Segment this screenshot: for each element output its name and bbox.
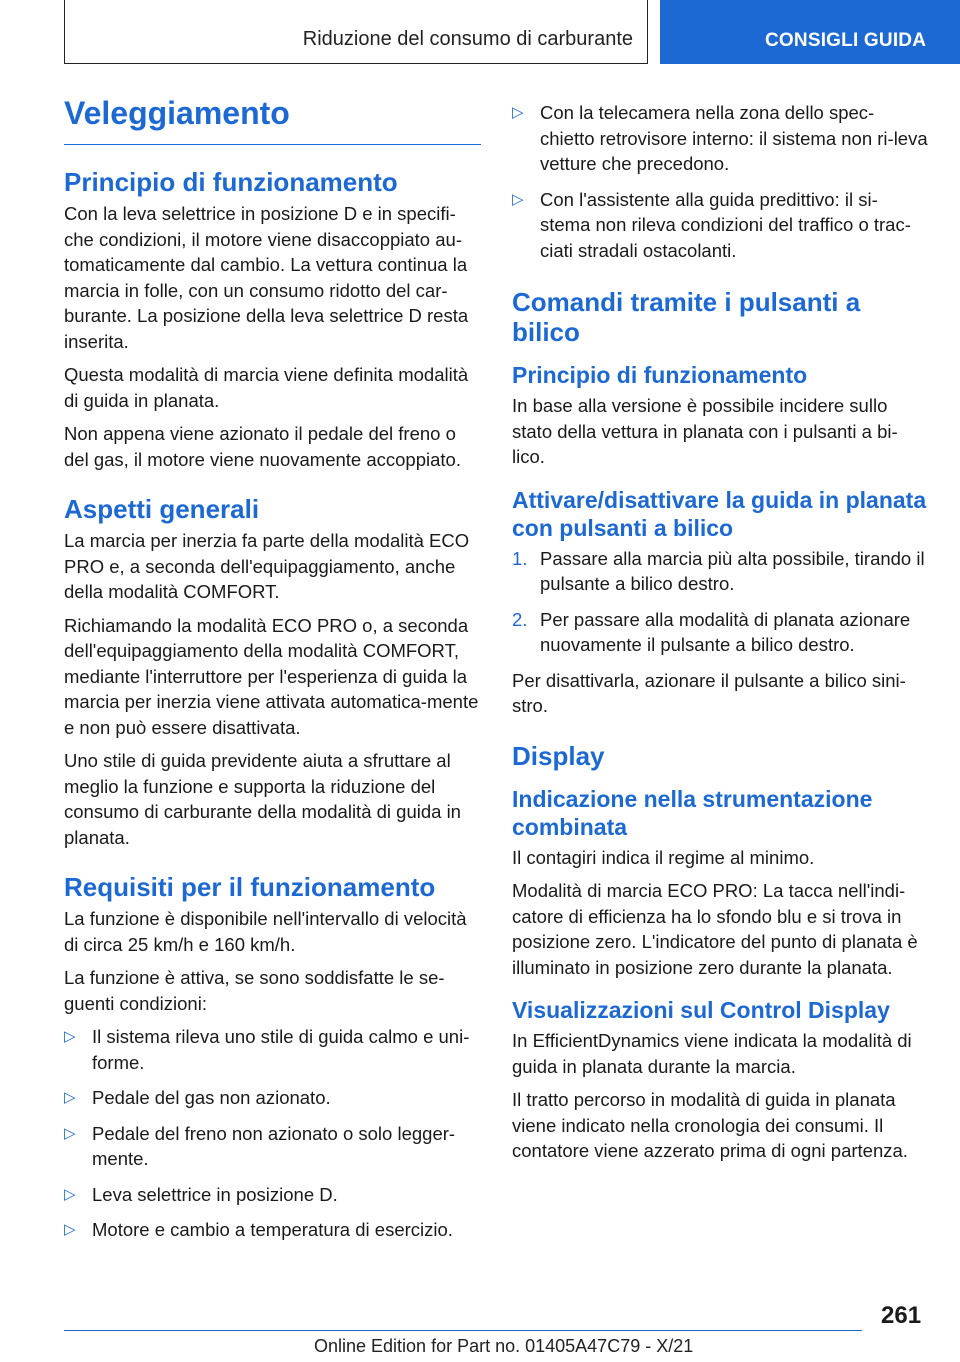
- list-item: 2. Per passare alla modalità di planata azionare nuovamente il pulsante a bilico destro.: [512, 607, 928, 658]
- header-section-box: [64, 0, 648, 64]
- bullet-triangle-icon: ▷: [512, 190, 524, 208]
- bullet-triangle-icon: ▷: [64, 1185, 76, 1203]
- paragraph: Per disattivarla, azionare il pulsante a bilico sini-stro.: [512, 669, 906, 716]
- heading-attivare: Attivare/disattivare la guida in planata con pulsanti a bilico: [512, 486, 927, 541]
- paragraph: Uno stile di guida previdente aiuta a sfruttare al meglio la funzione e supporta la riduzione del consumo di carburante della modalità di guida in planata.: [64, 750, 461, 848]
- list-item: ▷ Con la telecamera nella zona dello spec-chietto retrovisore interno: il sistema non ri-leva vetture che precedono.: [512, 100, 928, 177]
- paragraph: La funzione è attiva, se sono soddisfatte le se-guenti condizioni:: [64, 967, 445, 1014]
- bullet-triangle-icon: ▷: [64, 1124, 76, 1142]
- paragraph: Modalità di marcia ECO PRO: La tacca nell'indi-catore di efficienza ha lo sfondo blu e si trova in posizione zero. L'indicatore del punto di planata è illuminato in posizione zero durante la planata.: [512, 880, 918, 978]
- right-column: [512, 100, 928, 1172]
- list-item: ▷ Il sistema rileva uno stile di guida calmo e uni-forme.: [64, 1024, 481, 1075]
- left-column: [64, 95, 481, 1253]
- header-chapter-tab: [660, 0, 960, 64]
- page-number: 261: [881, 1302, 922, 1329]
- header-section-title: Riduzione del consumo di carburante: [302, 28, 633, 50]
- footer-edition: Online Edition for Part no. 01405A47C79 - X/21: [314, 1336, 694, 1356]
- paragraph: Questa modalità di marcia viene definita modalità di guida in planata.: [64, 364, 469, 411]
- list-item: ▷ Leva selettrice in posizione D.: [64, 1182, 481, 1208]
- paragraph: Con la leva selettrice in posizione D e in specifi-che condizioni, il motore viene disaccoppiato au-tomaticamente dal cambio. La vettura continua la marcia in folle, con un consumo ridotto del car-burante. La posizione della leva selettrice D resta inserita.: [64, 203, 469, 352]
- paragraph: In EfficientDynamics viene indicata la modalità di guida in planata durante la marcia.: [512, 1030, 912, 1077]
- step-number: 2.: [512, 608, 528, 630]
- paragraph: La marcia per inerzia fa parte della modalità ECO PRO e, a seconda dell'equipaggiamento, anche della modalità COMFORT.: [64, 530, 470, 602]
- paragraph: Il tratto percorso in modalità di guida in planata viene indicato nella cronologia dei consumi. Il contatore viene azzerato prima di ogni partenza.: [512, 1089, 908, 1161]
- paragraph: La funzione è disponibile nell'intervallo di velocità di circa 25 km/h e 160 km/h.: [64, 908, 467, 955]
- paragraph: Non appena viene azionato il pedale del freno o del gas, il motore viene nuovamente accoppiato.: [64, 423, 461, 470]
- list-item: ▷ Motore e cambio a temperatura di esercizio.: [64, 1217, 481, 1243]
- heading-requisiti: Requisiti per il funzionamento: [64, 872, 436, 902]
- bullet-triangle-icon: ▷: [64, 1028, 76, 1045]
- list-item: 1. Passare alla marcia più alta possibile, tirando il pulsante a bilico destro.: [512, 546, 928, 597]
- list-item: ▷ Pedale del freno non azionato o solo legger-mente.: [64, 1121, 481, 1172]
- heading-indicazione: Indicazione nella strumentazione combinata: [512, 785, 873, 840]
- footer-divider: [64, 1330, 862, 1331]
- header-chapter-label: CONSIGLI GUIDA: [765, 30, 927, 51]
- paragraph: Il contagiri indica il regime al minimo.: [512, 846, 815, 868]
- bullet-triangle-icon: ▷: [64, 1089, 76, 1106]
- step-number: 1.: [512, 547, 528, 569]
- heading-aspetti: Aspetti generali: [64, 494, 260, 524]
- heading-comandi: Comandi tramite i pulsanti a bilico: [512, 287, 861, 347]
- paragraph: Richiamando la modalità ECO PRO o, a seconda dell'equipaggiamento della modalità COMFORT, mediante l'interruttore per l'esperienza di guida la marcia per inerzia viene attivata automatica-mente e non può essere disattivata.: [64, 614, 479, 738]
- heading-principio-right: Principio di funzionamento: [512, 362, 808, 388]
- paragraph: In base alla versione è possibile incidere sullo stato della vettura in planata con i pulsanti a bi-lico.: [512, 395, 898, 467]
- heading-visualizzazioni: Visualizzazioni sul Control Display: [512, 997, 890, 1023]
- page-title: Veleggiamento: [64, 95, 481, 145]
- list-item: ▷ Con l'assistente alla guida predittivo: il si-stema non rileva condizioni del traffico o trac-ciati stradali ostacolanti.: [512, 187, 928, 264]
- heading-principio: Principio di funzionamento: [64, 167, 398, 197]
- heading-display: Display: [512, 740, 605, 771]
- list-item: ▷ Pedale del gas non azionato.: [64, 1085, 481, 1111]
- bullet-triangle-icon: ▷: [64, 1221, 76, 1238]
- bullet-triangle-icon: ▷: [512, 104, 524, 121]
